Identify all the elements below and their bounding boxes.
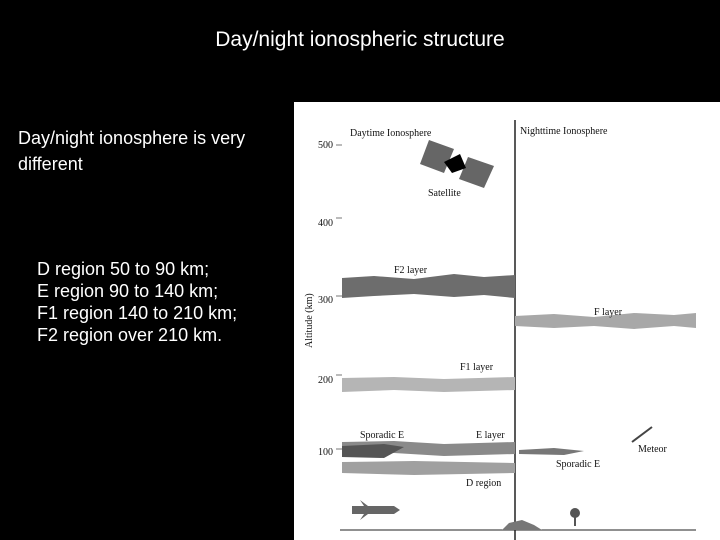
tree-icon [570,508,580,526]
sporadic-e-night-band [519,448,584,455]
f2-layer-label: F2 layer [394,265,428,276]
f2-layer-band [342,274,515,298]
satellite-icon [420,140,494,188]
region-item-f1: F1 region 140 to 210 km; [37,303,238,323]
e-layer-label: E layer [476,430,505,441]
f-layer-label: F layer [594,307,623,318]
f1-layer-band [342,377,515,392]
daytime-heading: Daytime Ionosphere [350,128,432,139]
sporadic-e-day-label: Sporadic E [360,430,405,441]
satellite-label: Satellite [428,188,461,199]
region-item-d: D region 50 to 90 km; [37,259,210,279]
region-item-f2: F2 region over 210 km. [37,325,223,345]
ionosphere-diagram [294,102,720,540]
tick-500: 500 [318,140,333,151]
d-region-band [342,461,515,475]
sporadic-e-day-band [342,444,404,458]
tick-200: 200 [318,375,333,386]
nighttime-heading: Nighttime Ionosphere [520,126,608,137]
airplane-icon [352,500,400,520]
altitude-axis-label: Altitude (km) [304,293,315,348]
d-region-label: D region [466,478,502,489]
tick-300: 300 [318,295,333,306]
meteor-label: Meteor [638,444,667,455]
tick-100: 100 [318,447,333,458]
region-item-e: E region 90 to 140 km; [37,281,219,301]
mountain-icon [502,520,542,530]
slide-title: Day/night ionospheric structure [215,28,505,51]
region-list [37,258,237,346]
sporadic-e-night-label: Sporadic E [556,459,601,470]
f1-layer-label: F1 layer [460,362,494,373]
meteor-icon [632,427,652,442]
tick-400: 400 [318,218,333,229]
intro-text: Day/night ionosphere is very different [18,128,246,174]
